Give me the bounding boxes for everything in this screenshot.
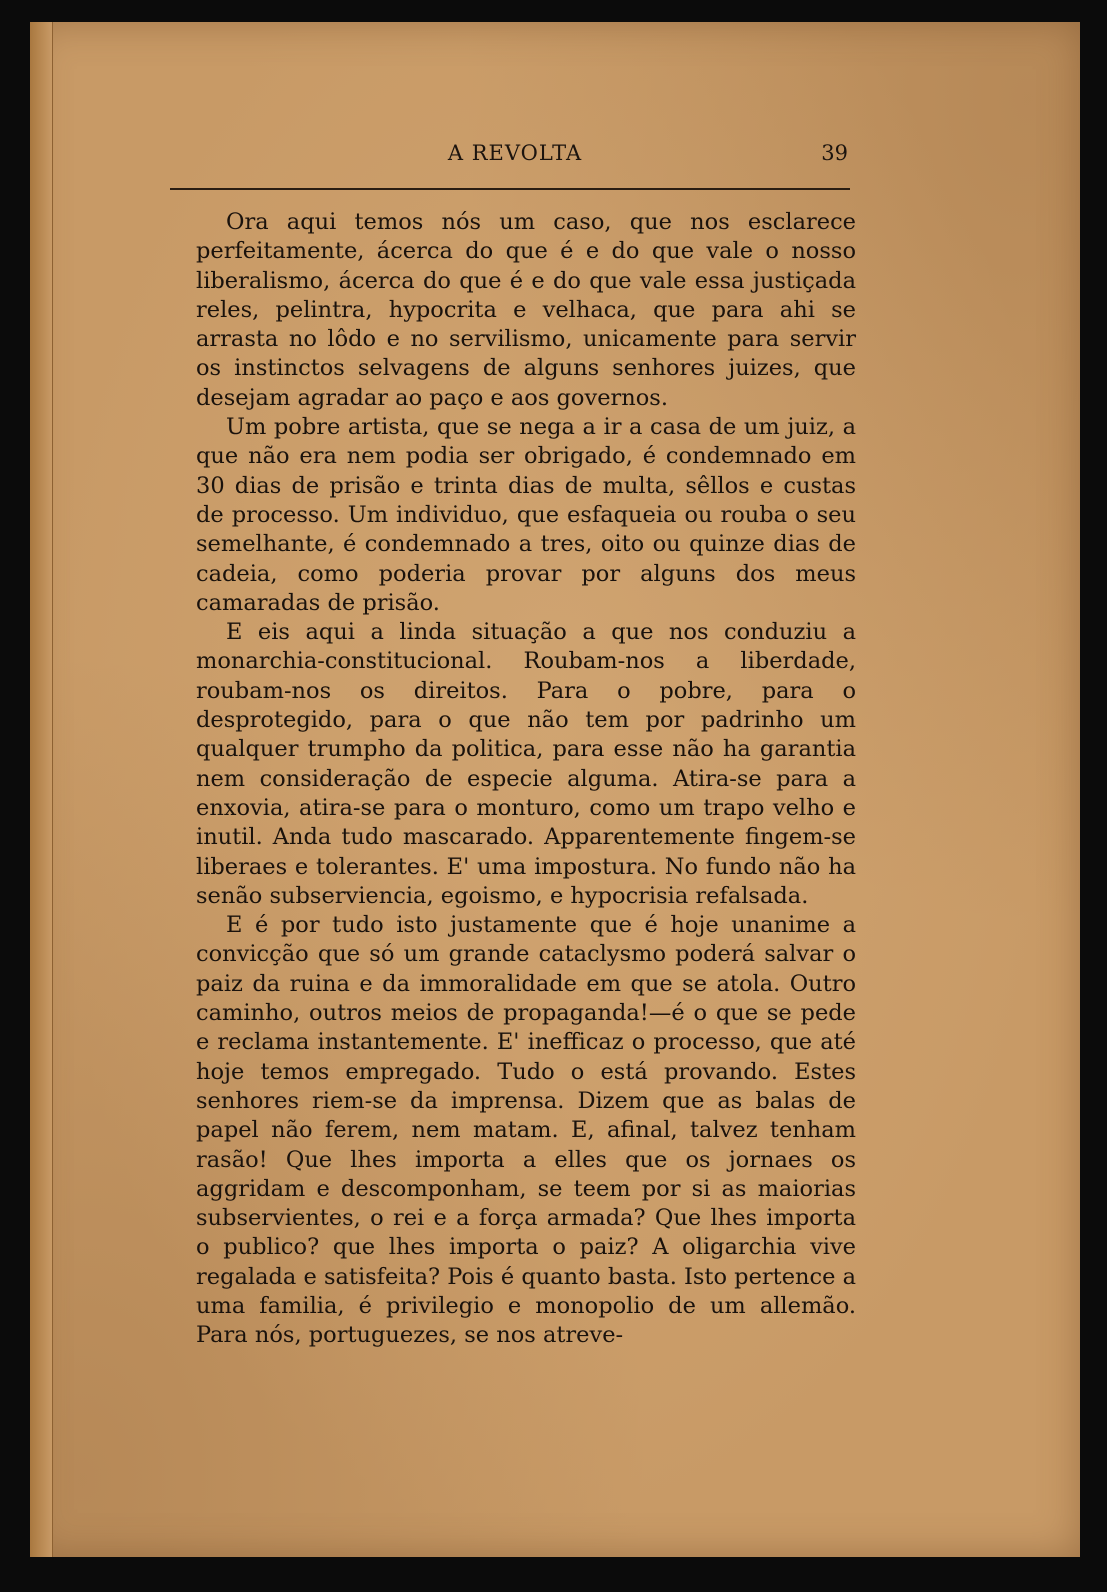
paragraph-4: E é por tudo isto justamente que é hoje unanime a convicção que só um grande cataclysmo poderá salvar o paiz da ruina e da immoralidade em que se atola. Outro caminho, outros meios de propaganda!—é o que se pede e reclama instantemente. E' inefficaz o processo, que até hoje temos empregado. Tudo o está provando. Estes senhores riem-se da imprensa. Dizem que as balas de papel não ferem, nem matam. E, afinal, talvez tenham rasão! Que lhes importa a elles que os jornaes os aggridam e descomponham, se teem por si as maiorias subservientes, o rei e a força armada? Que lhes importa o publico? que lhes importa o paiz? A oligarchia vive regalada e satisfeita? Pois é quanto basta. Isto pertence a uma familia, é privilegio e monopolio de um allemão. Para nós, portuguezes, se nos atreve- (196, 912, 856, 1349)
paragraph-2: Um pobre artista, que se nega a ir a casa de um juiz, a que não era nem podia ser obrigado, é condemnado em 30 dias de prisão e trinta dias de multa, sêllos e custas de processo. Um individuo, que esfaqueia ou rouba o seu semelhante, é condemnado a tres, oito ou quinze dias de cadeia, como poderia provar por alguns dos meus camaradas de prisão. (196, 414, 856, 616)
running-title: A REVOLTA (447, 141, 583, 165)
paragraph-1: Ora aqui temos nós um caso, que nos esclarece perfeitamente, ácerca do que é e do que vale o nosso liberalismo, ácerca do que é e do que vale essa justiçada reles, pelintra, hypocrita e velhaca, que para ahi se arrasta no lôdo e no servilismo, unicamente para servir os instinctos selvagens de alguns senhores juizes, que desejam agradar ao paço e aos governos. (196, 209, 856, 411)
paragraph-3: E eis aqui a linda situação a que nos conduziu a monarchia-constitucional. Roubam-nos a liberdade, roubam-nos os direitos. Para o pobre, para o desprotegido, para o que não tem por padrinho um qualquer trumpho da politica, para esse não ha garantia nem consideração de especie alguma. Atira-se para a enxovia, atira-se para o monturo, como um trapo velho e inutil. Anda tudo mascarado. Apparentemente fingem-se liberaes e tolerantes. E' uma impostura. No fundo não ha senão subserviencia, egoismo, e hypocrisia refalsada. (196, 619, 856, 909)
body-text (196, 208, 856, 1351)
page-gutter (30, 22, 53, 1557)
page-number: 39 (821, 141, 848, 165)
page-header (170, 133, 860, 177)
header-rule (170, 188, 850, 190)
